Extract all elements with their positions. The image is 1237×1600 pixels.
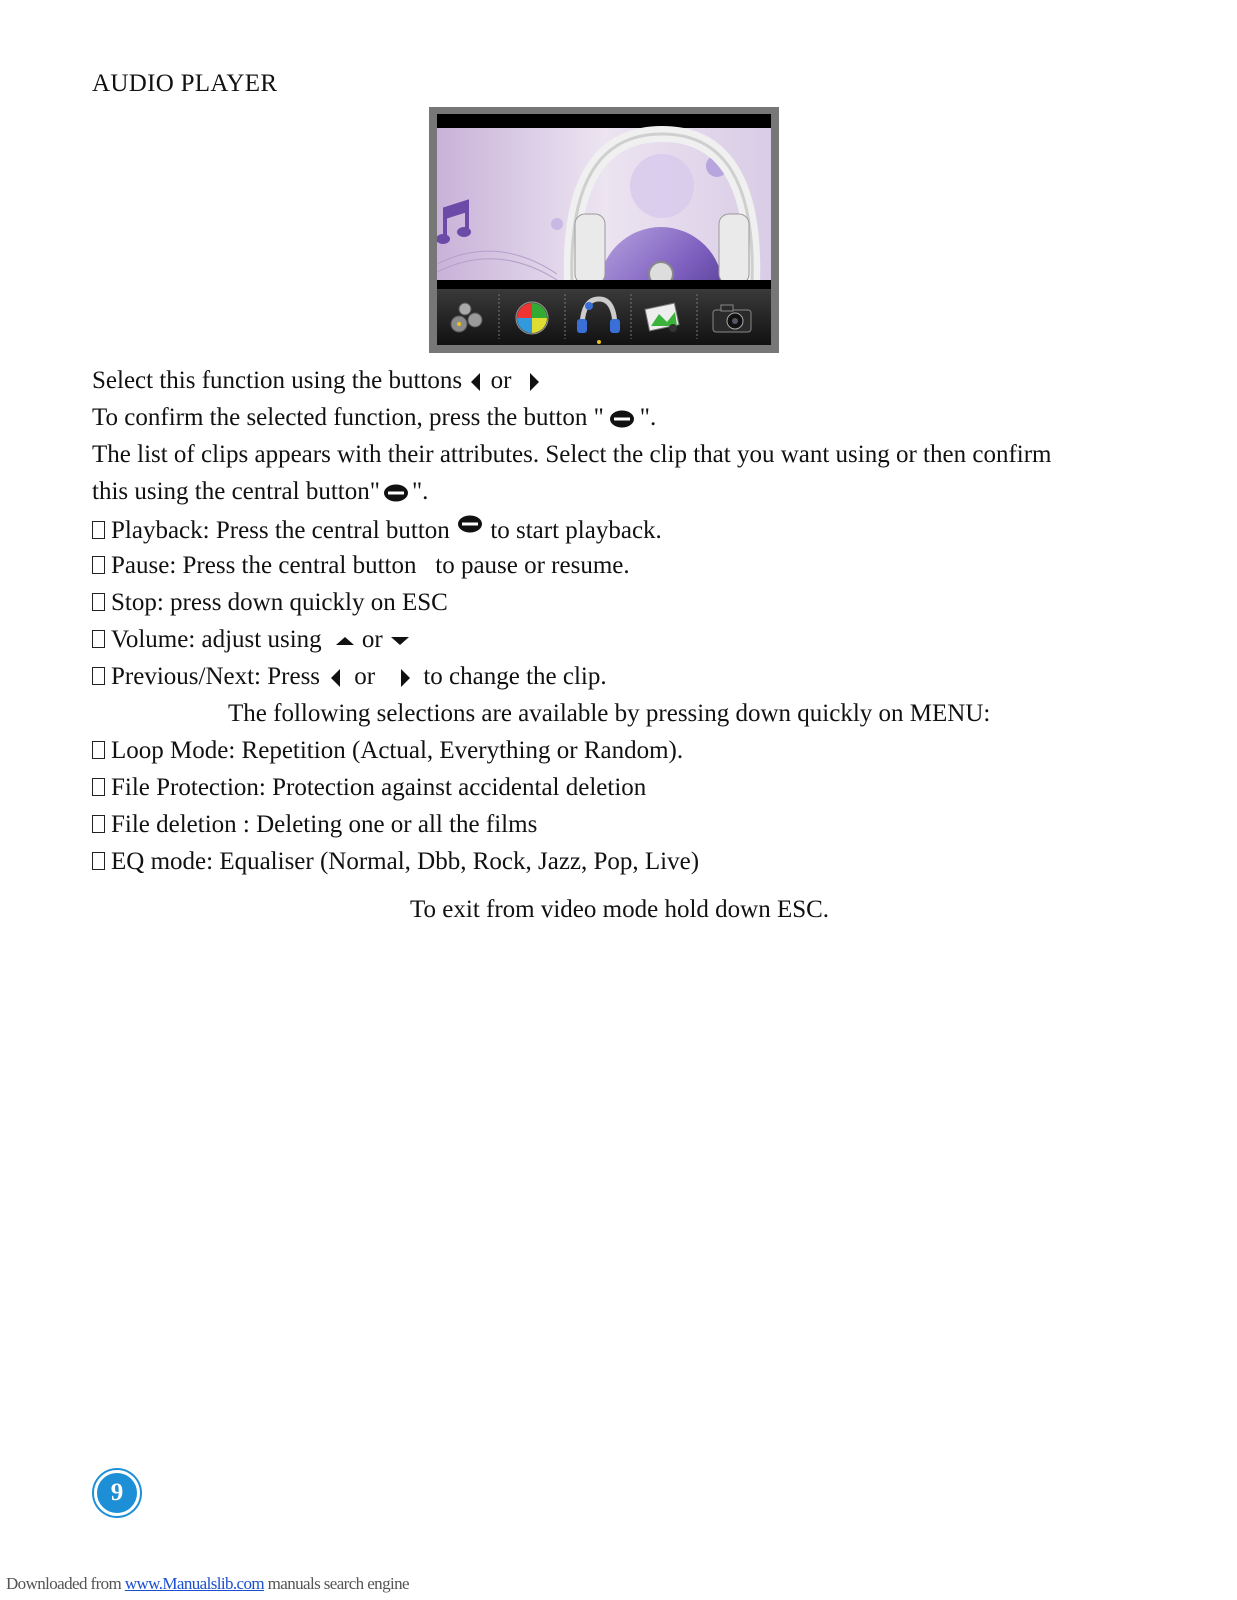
center-button-icon [608,409,636,429]
bullet-text: Stop: press down quickly on ESC [111,589,448,616]
bullet-box-icon [92,852,105,870]
instruction-text: this using the central button" [92,478,380,505]
bullet-volume [92,625,411,655]
bullet-text: Previous/Next: Press [111,663,321,690]
bullet-box-icon [92,778,105,796]
exit-instruction: To exit from video mode hold down ESC. [410,896,830,923]
bullet-box-icon [92,667,105,685]
video-film-icon[interactable] [516,302,548,334]
instruction-text: To confirm the selected function, press the button " [92,404,604,431]
bullet-stop [92,588,448,618]
bullet-playback [92,514,662,546]
instruction-or: or [490,367,512,394]
bullet-text: Pause: Press the central button to pause or resume. [111,552,630,579]
instruction-text: Select this function using the buttons [92,367,463,394]
manualslib-link[interactable]: www.Manualslib.com [124,1574,265,1593]
right-arrow-icon [397,667,413,689]
bullet-text: to start playback. [490,517,662,544]
bullet-text: Playback: Press the central button [111,517,450,544]
footer [6,1574,409,1594]
bullet-text: File deletion : Deleting one or all the films [111,811,538,838]
bullet-box-icon [92,815,105,833]
bullet-box-icon [92,630,105,648]
instruction-select-function [92,366,542,396]
right-arrow-icon [526,371,542,393]
menu-selections-intro: The following selections are available by pressing down quickly on MENU: [228,700,991,727]
bullet-file-protection [92,773,646,803]
bullet-text: or [361,626,383,653]
instruction-central-button [92,477,428,507]
device-screenshot [429,107,779,353]
bullet-loop-mode [92,736,683,766]
bullet-text: Volume: adjust using [111,626,322,653]
page-number-badge: 9 [94,1470,140,1516]
bullet-text: or [354,663,376,690]
bullet-box-icon [92,741,105,759]
bullet-text: EQ mode: Equaliser (Normal, Dbb, Rock, Jazz, Pop, Live) [111,848,700,875]
bullet-box-icon [92,556,105,574]
left-arrow-icon [468,371,484,393]
bullet-text: to change the clip. [423,663,607,690]
bullet-previous-next [92,662,607,692]
footer-prefix: Downloaded from [6,1574,125,1593]
center-button-icon [456,514,484,534]
center-button-icon [382,483,410,503]
instruction-text: ". [639,404,657,431]
footer-suffix: manuals search engine [264,1574,409,1593]
bullet-pause [92,551,630,581]
bullet-text: File Protection: Protection against accidental deletion [111,774,647,801]
left-arrow-icon [328,667,344,689]
instruction-confirm-function [92,403,656,433]
bullet-file-deletion [92,810,537,840]
bullet-text: Loop Mode: Repetition (Actual, Everything or Random). [111,737,684,764]
bullet-box-icon [92,521,105,539]
page-heading: AUDIO PLAYER [92,70,278,97]
bullet-box-icon [92,593,105,611]
instruction-text: ". [411,478,429,505]
bullet-eq-mode [92,847,699,877]
up-arrow-icon [334,634,356,648]
audio-player-illustration [437,114,771,345]
down-arrow-icon [389,634,411,648]
instruction-clip-list: The list of clips appears with their attributes. Select the clip that you want using or then confirm [92,441,1052,468]
